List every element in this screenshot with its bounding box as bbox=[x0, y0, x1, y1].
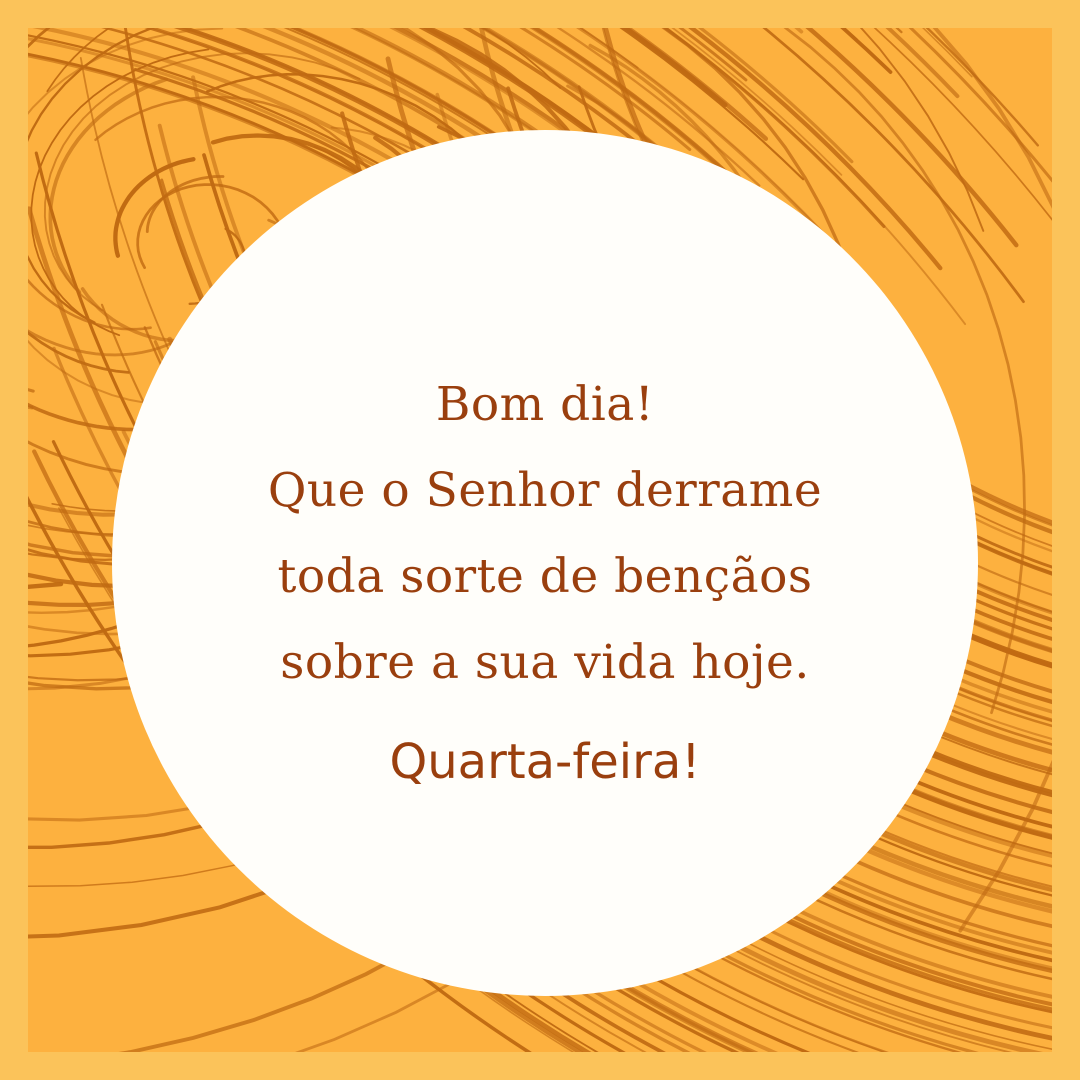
weekday-text: Quarta-feira! bbox=[389, 734, 701, 790]
blessing-line-1: Que o Senhor derrame bbox=[267, 463, 823, 518]
message-block bbox=[112, 142, 978, 984]
greeting-line: Bom dia! bbox=[435, 377, 655, 432]
blessing-line-2: toda sorte de bençãos bbox=[277, 549, 813, 604]
blessing-line-3: sobre a sua vida hoje. bbox=[280, 635, 810, 690]
